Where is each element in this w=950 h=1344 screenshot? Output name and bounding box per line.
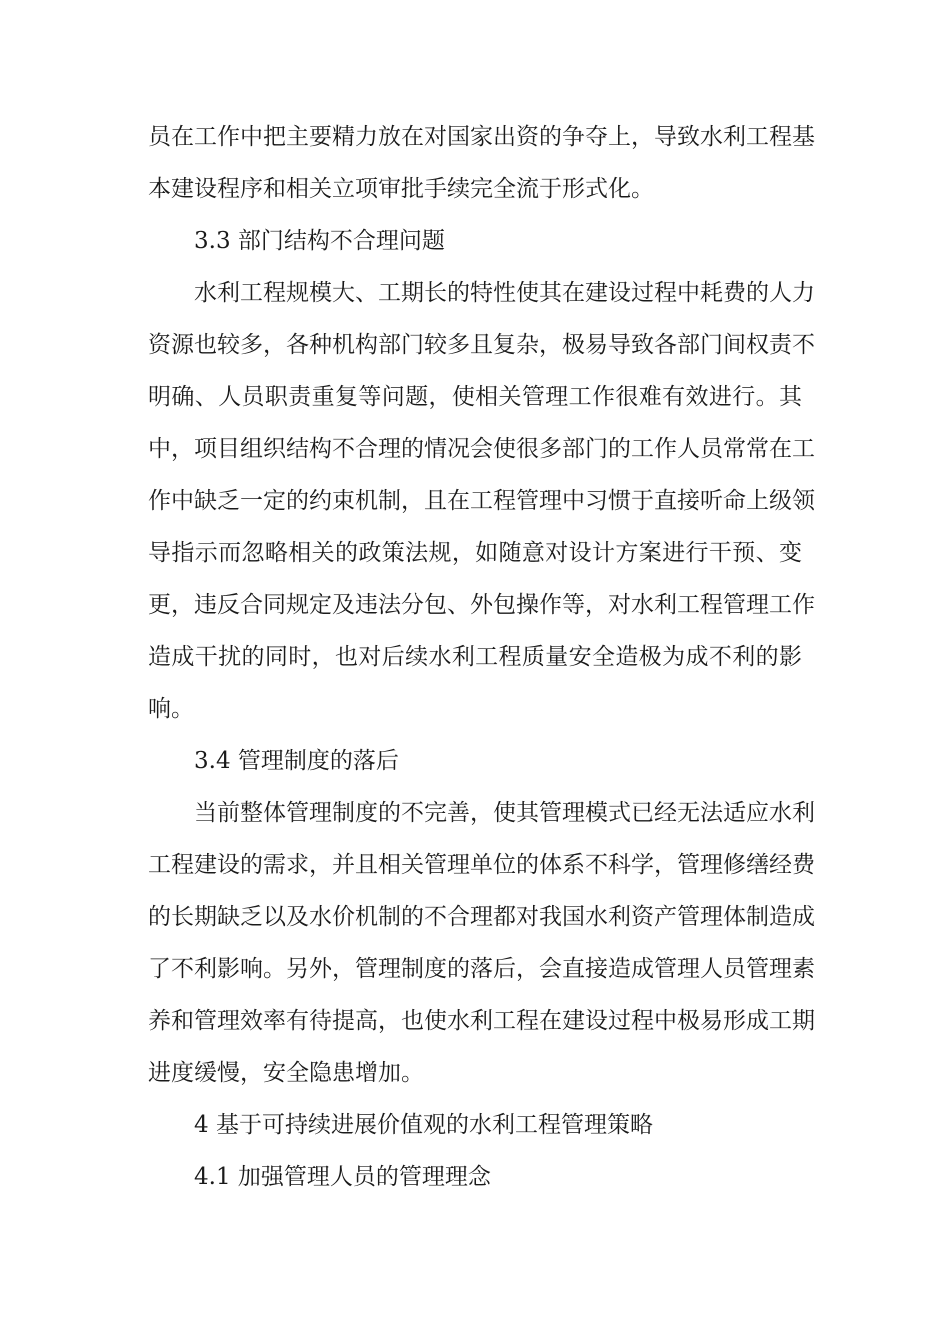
paragraph-line: 员在工作中把主要精力放在对国家出资的争夺上，导致水利工程基 — [148, 124, 815, 150]
chapter-heading: 4 基于可持续进展价值观的水利工程管理策略 — [194, 1112, 653, 1138]
paragraph-line: 了不利影响。另外，管理制度的落后，会直接造成管理人员管理素 — [148, 956, 815, 982]
paragraph-line: 造成干扰的同时，也对后续水利工程质量安全造极为成不利的影 — [148, 644, 802, 670]
section-heading: 4.1 加强管理人员的管理理念 — [194, 1164, 491, 1190]
paragraph-line: 水利工程规模大、工期长的特性使其在建设过程中耗费的人力 — [194, 280, 815, 306]
paragraph-line: 明确、人员职责重复等问题，使相关管理工作很难有效进行。其 — [148, 384, 802, 410]
paragraph-line: 导指示而忽略相关的政策法规，如随意对设计方案进行干预、变 — [148, 540, 802, 566]
section-heading: 3.3 部门结构不合理问题 — [194, 228, 445, 254]
paragraph-line: 当前整体管理制度的不完善，使其管理模式已经无法适应水利 — [194, 800, 815, 826]
paragraph-line: 响。 — [148, 696, 194, 722]
paragraph-line: 本建设程序和相关立项审批手续完全流于形式化。 — [148, 176, 654, 202]
paragraph-line: 中，项目组织结构不合理的情况会使很多部门的工作人员常常在工 — [148, 436, 815, 462]
paragraph-line: 的长期缺乏以及水价机制的不合理都对我国水利资产管理体制造成 — [148, 904, 815, 930]
paragraph-line: 资源也较多，各种机构部门较多且复杂，极易导致各部门间权责不 — [148, 332, 815, 358]
paragraph-line: 进度缓慢，安全隐患增加。 — [148, 1060, 424, 1086]
section-heading: 3.4 管理制度的落后 — [194, 748, 399, 774]
paragraph-line: 更，违反合同规定及违法分包、外包操作等，对水利工程管理工作 — [148, 592, 815, 618]
paragraph-line: 养和管理效率有待提高，也使水利工程在建设过程中极易形成工期 — [148, 1008, 815, 1034]
paragraph-line: 工程建设的需求，并且相关管理单位的体系不科学，管理修缮经费 — [148, 852, 815, 878]
paragraph-line: 作中缺乏一定的约束机制，且在工程管理中习惯于直接听命上级领 — [148, 488, 815, 514]
